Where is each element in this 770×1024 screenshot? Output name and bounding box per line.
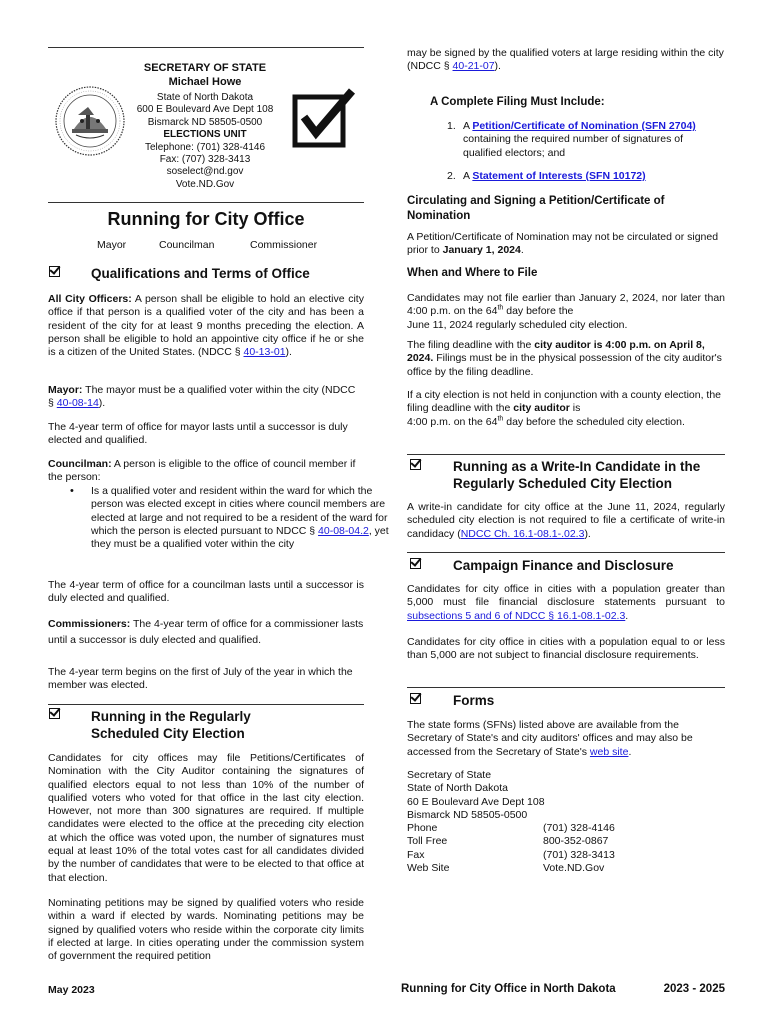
mayor-text: Mayor: The mayor must be a qualified voter within the city (NDCC § 40-08-14). [48, 384, 356, 410]
councilman-lead: Councilman: [48, 458, 112, 470]
regular-election-text: Candidates for city offices may file Petitions/Certificates of Nomination with the City Auditor containing the signatures of qualified electors equal to not less than 10% of the number of qualified voters who voted for that office in the last city election. However, not more than 300 signatures are required. If multiple candidates were elected to the office at the preceding city election at which the office was voted upon, the number of signatures must equal at least 10% of the total votes cast for all candidates divided by the number of candidates that were to be elected to that office at that election. [48, 752, 364, 884]
complete-filing-heading: A Complete Filing Must Include: [430, 96, 605, 108]
header-top-rule [48, 47, 364, 48]
filing-list [407, 120, 725, 183]
contact-line: Secretary of State [407, 769, 492, 781]
ndcc-16-1-08-1-02-3-link[interactable]: subsections 5 and 6 of NDCC § 16.1-08.1-02.3 [407, 609, 626, 622]
header-email: soselect@nd.gov [166, 166, 244, 178]
all-officers-lead: All City Officers: [48, 293, 132, 305]
ndcc-40-08-14-link[interactable]: 40-08-14 [56, 397, 99, 410]
page-title: Running for City Office [107, 209, 305, 229]
contact-line: 60 E Boulevard Ave Dept 108 [407, 795, 545, 808]
filing-item-2: 2. A Statement of Interests (SFN 10172) [447, 169, 646, 182]
councilman-bullet: • Is a qualified voter and resident within the ward for which the person was elected except in cities where council members are elected at large and not required to be a resident of the ward for which the person is elected pursuant to NDCC § 40-08-04.2, yet they must be a qualified voter within the city [48, 485, 407, 551]
forms-text: The state forms (SFNs) listed above are available from the Secretary of State's and city auditors' offices and may also be accessed from the Secretary of State's web site. [407, 719, 693, 758]
petition-continued-text: may be signed by the qualified voters at large residing within the city (NDCC § 40-21-07). [407, 47, 724, 73]
filing-item-1: 1. A Petition/Certificate of Nomination (SFN 2704) containing the required number of signatures of qualified electors; and [447, 120, 696, 159]
checkbox-icon [410, 693, 421, 704]
checkbox-icon [49, 708, 60, 719]
position-commissioner: Commissioner [250, 239, 318, 251]
footer-years: 2023 - 2025 [663, 983, 725, 995]
contact-row: Toll Free 800-352-0867 [407, 835, 609, 848]
write-in-heading: Running as a Write-In Candidate in the Regularly Scheduled City Election [453, 459, 701, 491]
checkbox-icon [410, 558, 421, 569]
filing-deadline: city auditor is 4:00 p.m. on April 8, 2024. [407, 339, 705, 365]
contact-row: Phone (701) 328-4146 [407, 822, 615, 835]
section-divider [407, 454, 725, 455]
contact-line: State of North Dakota [407, 782, 508, 795]
regular-election-heading: Running in the Regularly Scheduled City Election [91, 709, 251, 741]
non-county-deadline-text: If a city election is not held in conjunction with a county election, the filing deadline with the city auditor is 4:00 p.m. on the 64th day before the scheduled city election. [407, 389, 722, 428]
councilman-term-text: The 4-year term of office for a councilman lasts until a successor is duly elected and qualified. [48, 579, 364, 605]
ndcc-40-08-04-2-link[interactable]: 40-08-04.2 [318, 524, 369, 537]
position-mayor: Mayor [97, 239, 127, 251]
circulating-date: January 1, 2024 [442, 244, 521, 257]
header-box [48, 47, 364, 203]
when-where-heading: When and Where to File [407, 267, 538, 279]
header-line: Bismarck ND 58505-0500 [147, 116, 263, 128]
web-site-link[interactable]: web site [589, 745, 629, 758]
qualifications-heading: Qualifications and Terms of Office [91, 266, 310, 281]
commissioners-lead: Commissioners: [48, 618, 131, 630]
write-in-text: A write-in candidate for city office at the June 11, 2024, regularly scheduled city election is not required to file a certificate of write-in candidacy (NDCC Ch. 16.1-08.1-.02.3). [407, 501, 725, 540]
sfn-2704-link[interactable]: Petition/Certificate of Nomination (SFN 2704) [472, 120, 696, 132]
header-contact [130, 62, 280, 191]
footer-title: Running for City Office in North Dakota [401, 983, 616, 995]
header-line: State of North Dakota [156, 92, 254, 103]
term-begins-text: The 4-year term begins on the first of July of the year in which the member was elected. [48, 666, 353, 692]
header-line: 600 E Boulevard Ave Dept 108 [136, 104, 274, 116]
checkbox-icon [410, 459, 421, 470]
nominating-petitions-text: Nominating petitions may be signed by qualified voters who reside within a ward if elected by wards. Nominating petitions may be signed by qualified voters who reside within the corporate city limits if elected at large. In cities operating under the commission system of government the required petition [48, 897, 364, 963]
header-office: SECRETARY OF STATE [143, 62, 267, 74]
all-officers-text: All City Officers: A person shall be eligible to hold an elective city office if that person is a qualified voter of the city and has been a resident of the city for at least 9 months preceding the election. A person shall be eligible to hold an appointive city office if he or she is a citizen of the United States. (NDCC § 40-13-01). [48, 293, 364, 359]
ndcc-16-1-08-1-link[interactable]: NDCC Ch. 16.1-08.1-.02.3 [460, 527, 585, 540]
filing-deadline-text: The filing deadline with the city auditor is 4:00 p.m. on April 8, 2024. Filings must be in the physical possession of the city auditor's office by the filing deadline. [407, 339, 722, 378]
filing-window-text: Candidates may not file earlier than January 2, 2024, nor later than 4:00 p.m. on the 64th day before the June 11, 2024 regularly scheduled city election. [407, 292, 725, 331]
section-divider [407, 687, 725, 688]
ndcc-40-21-07-link[interactable]: 40-21-07 [452, 60, 495, 73]
contact-row: Web Site Vote.ND.Gov [407, 862, 605, 875]
header-fax: Fax: (707) 328-3413 [159, 154, 251, 166]
circulating-text: A Petition/Certificate of Nomination may not be circulated or signed prior to January 1, 2024. [407, 231, 719, 257]
forms-heading: Forms [453, 693, 495, 708]
header-web: Vote.ND.Gov [175, 178, 235, 190]
finance-small-city-text: Candidates for city office in cities with a population equal to or less than 5,000 are not subject to financial disclosure requirements. [407, 636, 725, 662]
councilman-text: Councilman: A person is eligible to the office of council member if the person: [48, 458, 356, 484]
header-telephone: Telephone: (701) 328-4146 [144, 141, 266, 153]
ndcc-40-13-01-link[interactable]: 40-13-01 [243, 346, 286, 359]
contact-block [407, 769, 725, 875]
position-councilman: Councilman [159, 239, 215, 251]
commissioners-text: Commissioners: The 4-year term of office for a commissioner lasts until a successor is duly elected and qualified. [48, 618, 364, 646]
header-unit: ELECTIONS UNIT [163, 129, 247, 141]
circulating-heading: Circulating and Signing a Petition/Certificate of Nomination [407, 195, 665, 222]
left-column [48, 0, 389, 996]
checkbox-icon [49, 266, 60, 277]
contact-line: Bismarck ND 58505-0500 [407, 808, 528, 821]
positions-row [48, 239, 364, 253]
sfn-10172-link[interactable]: Statement of Interests (SFN 10172) [472, 169, 646, 182]
section-divider [48, 704, 364, 705]
header-name: Michael Howe [168, 76, 242, 88]
header-bottom-rule [48, 202, 364, 203]
checkbox-logo-icon [292, 87, 358, 151]
state-seal-icon [54, 85, 126, 157]
contact-row: Fax (701) 328-3413 [407, 848, 615, 861]
finance-large-city-text: Candidates for city office in cities with a population greater than 5,000 must file financial disclosure statements pursuant to subsections 5 and 6 of NDCC § 16.1-08.1-02.3. [407, 583, 725, 622]
section-divider [407, 552, 725, 553]
mayor-term-text: The 4-year term of office for mayor lasts until a successor is duly elected and qualified. [48, 421, 348, 447]
campaign-finance-heading: Campaign Finance and Disclosure [453, 558, 674, 573]
footer-date: May 2023 [48, 984, 95, 996]
footer-title-row [401, 983, 725, 995]
mayor-lead: Mayor: [48, 384, 83, 396]
